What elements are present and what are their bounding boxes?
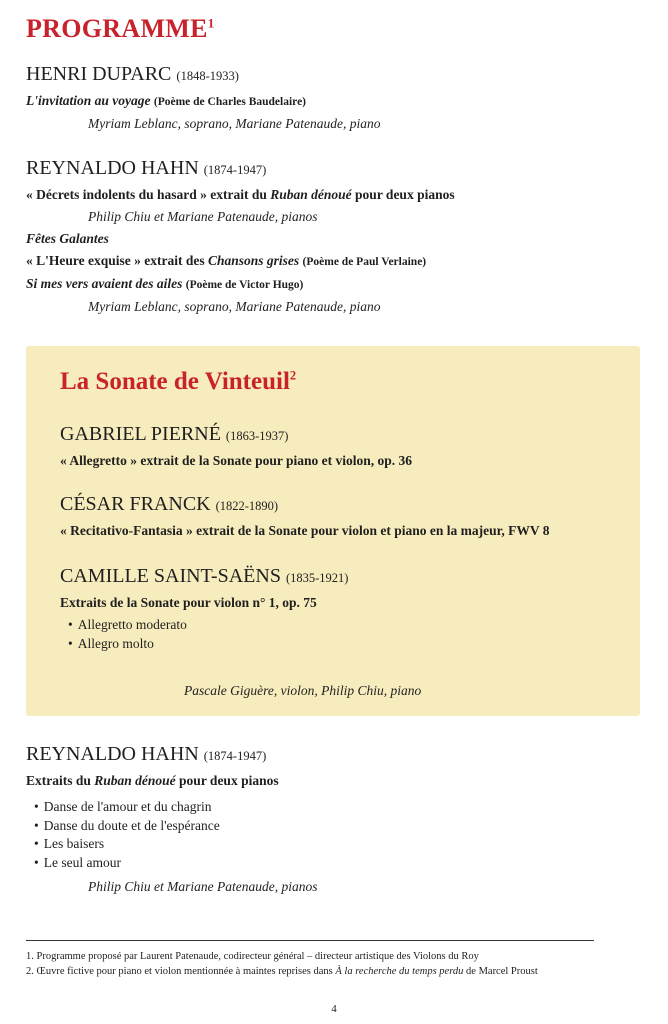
- footnotes: [26, 949, 636, 979]
- list-item: • Danse de l'amour et du chagrin: [34, 798, 646, 817]
- composer-dates: (1874-1947): [203, 749, 267, 763]
- footnote-1: 1. Programme proposé par Laurent Patenaude, codirecteur général – directeur artistique des Violons du Roy: [26, 951, 479, 962]
- work-title: L'invitation au voyage (Poème de Charles Baudelaire): [26, 93, 307, 108]
- composer-name: CAMILLE SAINT-SAËNS (1835-1921): [60, 565, 349, 587]
- list-item: • Le seul amour: [34, 854, 646, 873]
- composer-name: GABRIEL PIERNÉ (1863-1937): [60, 423, 289, 445]
- performers: Pascale Giguère, violon, Philip Chiu, piano: [184, 683, 422, 698]
- dance-list: [26, 798, 646, 872]
- list-item: • Allegro molto: [68, 635, 620, 654]
- composer-name: HENRI DUPARC (1848-1933): [26, 63, 239, 85]
- list-item: • Les baisers: [34, 835, 646, 854]
- performers: Philip Chiu et Mariane Patenaude, pianos: [88, 879, 318, 894]
- page-number: 4: [331, 1003, 337, 1015]
- composer-name: REYNALDO HAHN (1874-1947): [26, 157, 267, 179]
- composer-name: REYNALDO HAHN (1874-1947): [26, 743, 267, 765]
- section-duparc: [26, 62, 646, 135]
- composer-name: CÉSAR FRANCK (1822-1890): [60, 493, 279, 515]
- composer-dates: (1848-1933): [176, 69, 239, 83]
- work-title: « Décrets indolents du hasard » extrait du Ruban dénoué pour deux pianos: [26, 187, 455, 202]
- work-title: Extraits de la Sonate pour violon n° 1, op. 75: [60, 595, 317, 610]
- section-hahn-1: [26, 156, 646, 318]
- composer-dates: (1863-1937): [225, 429, 289, 443]
- list-item: • Danse du doute et de l'espérance: [34, 817, 646, 836]
- page-title: PROGRAMME$^1$: [26, 14, 215, 43]
- vinteuil-sonata-box: [26, 346, 640, 716]
- performers: Myriam Leblanc, soprano, Mariane Patenaude, piano: [88, 299, 381, 314]
- work-title: « Allegretto » extrait de la Sonate pour piano et violon, op. 36: [60, 453, 412, 468]
- work-title: « L'Heure exquise » extrait des Chansons grises (Poème de Paul Verlaine): [26, 253, 427, 268]
- work-title: Si mes vers avaient des ailes (Poème de Victor Hugo): [26, 276, 304, 291]
- list-item: • Allegretto moderato: [68, 616, 620, 635]
- title-footnote-ref: 1: [207, 15, 215, 31]
- performers: Myriam Leblanc, soprano, Mariane Patenaude, piano: [88, 116, 381, 131]
- box-title: La Sonate de Vinteuil$^2$: [60, 368, 297, 395]
- box-footnote-ref: 2: [289, 368, 297, 383]
- box-performers-block: [60, 680, 620, 702]
- work-title: Extraits du Ruban dénoué pour deux pianos: [26, 773, 279, 788]
- composer-dates: (1822-1890): [215, 499, 279, 513]
- work-title: Fêtes Galantes: [26, 231, 109, 246]
- performers: Philip Chiu et Mariane Patenaude, pianos: [88, 209, 318, 224]
- section-pierne: [60, 422, 620, 472]
- composer-dates: (1874-1947): [203, 163, 267, 177]
- section-hahn-2: [26, 742, 646, 898]
- section-saint-saens: [60, 564, 620, 653]
- movement-list: [60, 616, 620, 653]
- composer-dates: (1835-1921): [285, 571, 349, 585]
- section-franck: [60, 492, 620, 542]
- work-title: « Recitativo-Fantasia » extrait de la Sonate pour violon et piano en la majeur, FWV 8: [60, 523, 550, 538]
- footnote-2: 2. Œuvre fictive pour piano et violon mentionnée à maintes reprises dans À la recherche du temps perdu de Marcel Proust: [26, 966, 538, 977]
- footnote-divider: [26, 940, 594, 941]
